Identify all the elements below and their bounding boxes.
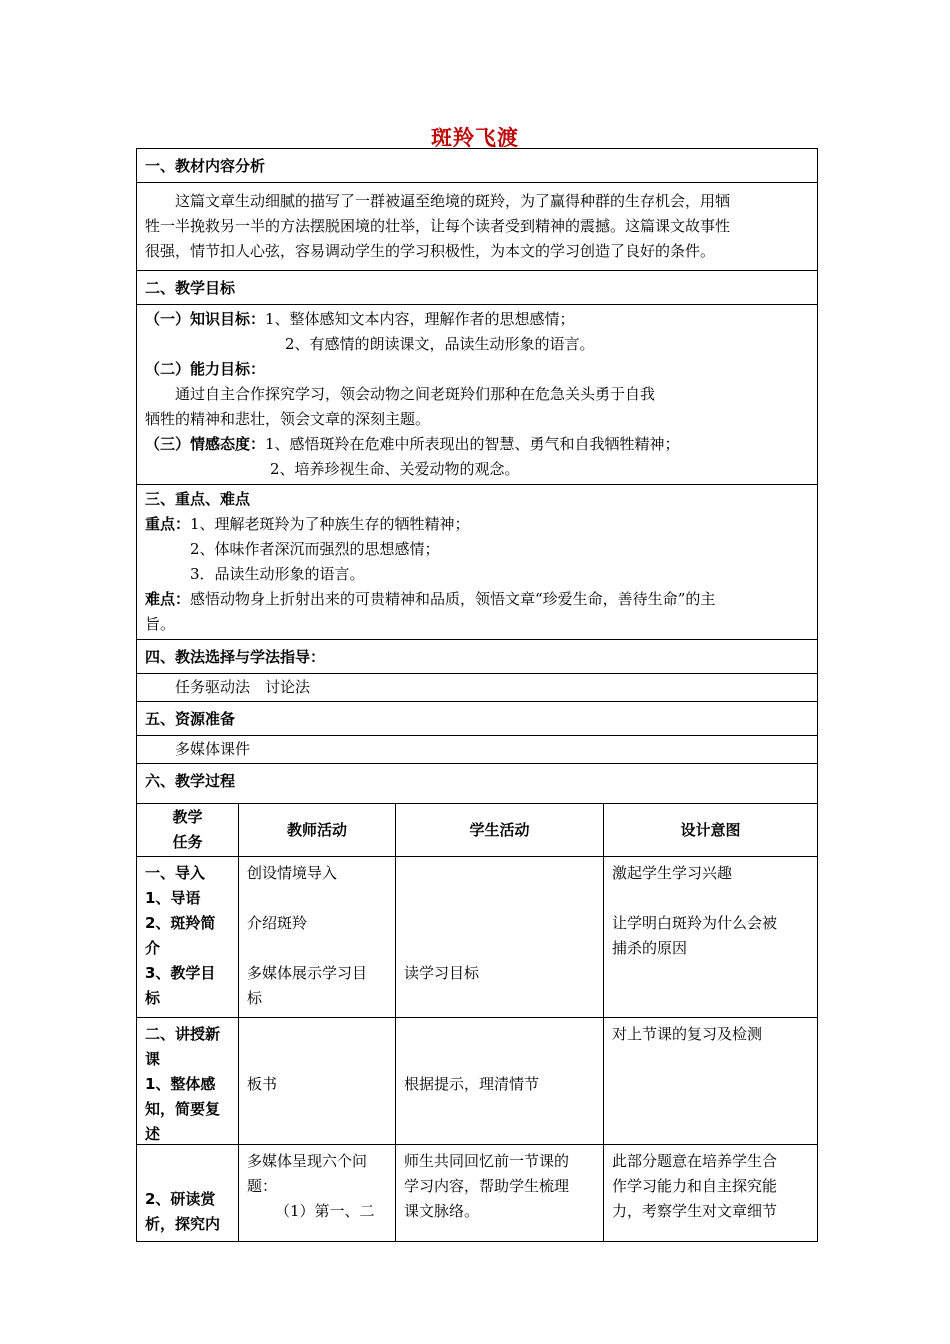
key-point-2: 2、体味作者深沉而强烈的思想感情； — [190, 540, 440, 558]
difficulty-2: 旨。 — [145, 615, 176, 633]
student-cell: 读学习目标 — [396, 857, 604, 1017]
task-cell: 二、讲授新 课 1、整体感 知，简要复 述 — [137, 1018, 239, 1144]
intent-cell: 对上节课的复习及检测 — [612, 1025, 763, 1043]
difficulty-label: 难点： — [145, 590, 191, 608]
column-header-intent: 设计意图 — [680, 821, 741, 839]
column-header-task: 教学 任务 — [137, 804, 239, 856]
process-row-intro — [137, 856, 817, 1017]
column-header-student: 学生活动 — [396, 804, 604, 856]
section-2-heading: 二、教学目标 — [137, 270, 817, 304]
knowledge-goal-1: 1、整体感知文本内容，理解作者的思想感情； — [265, 310, 575, 328]
text-line: 很强，情节扣人心弦，容易调动学生的学习积极性，为本文的学习创造了良好的条件。 — [145, 242, 716, 260]
emotion-label: （三）情感态度： — [145, 435, 266, 453]
teacher-cell: 创设情境导入 介绍斑羚 多媒体展示学习目 标 — [239, 857, 396, 1017]
section-2-body — [137, 304, 817, 484]
section-5-body: 多媒体课件 — [137, 735, 817, 763]
key-point-1: 1、理解老斑羚为了种族生存的牺牲精神； — [190, 515, 470, 533]
process-header-row — [137, 803, 817, 856]
knowledge-goal-2: 2、有感情的朗读课文，品读生动形象的语言。 — [285, 335, 595, 353]
section-1-heading: 一、教材内容分析 — [137, 148, 817, 182]
emotion-goal-1: 1、感悟斑羚在危难中所表现出的智慧、勇气和自我牺牲精神； — [265, 435, 680, 453]
section-3-heading: 三、重点、难点 — [145, 490, 251, 508]
column-header-teacher: 教师活动 — [239, 804, 396, 856]
section-3 — [137, 484, 817, 639]
key-label: 重点： — [145, 515, 191, 533]
intent-cell: 激起学生学习兴趣 让学明白斑羚为什么会被 捕杀的原因 — [612, 864, 778, 957]
teacher-cell: 板书 — [239, 1018, 396, 1144]
task-cell: 2、研读赏 析，探究内 — [137, 1145, 239, 1241]
intent-cell: 此部分题意在培养学生合 作学习能力和自主探究能 力，考察学生对文章细节 — [612, 1152, 778, 1220]
section-5-heading: 五、资源准备 — [137, 701, 817, 735]
ability-goal-1: 通过自主合作探究学习，领会动物之间老斑羚们那种在危急关头勇于自我 — [175, 385, 656, 403]
section-6-heading: 六、教学过程 — [137, 763, 817, 803]
text-line: 这篇文章生动细腻的描写了一群被逼至绝境的斑羚，为了赢得种群的生存机会，用牺 — [175, 192, 731, 210]
teacher-cell: 多媒体呈现六个问 题： （1）第一、二 — [239, 1145, 396, 1241]
emotion-goal-2: 2、培养珍视生命、关爱动物的观念。 — [270, 460, 520, 478]
task-cell: 一、导入 1、导语 2、斑羚简 介 3、教学目 标 — [137, 857, 239, 1017]
knowledge-label: （一）知识目标： — [145, 310, 266, 328]
section-4-heading: 四、教法选择与学法指导： — [137, 639, 817, 673]
difficulty-1: 感悟动物身上折射出来的可贵精神和品质，领悟文章“珍爱生命，善待生命”的主 — [190, 590, 716, 608]
key-point-3: 3．品读生动形象的语言。 — [190, 565, 365, 583]
student-cell: 根据提示，理清情节 — [396, 1018, 604, 1144]
process-row-new-lesson — [137, 1017, 817, 1144]
section-4-body: 任务驱动法 讨论法 — [137, 673, 817, 701]
student-cell: 师生共同回忆前一节课的 学习内容，帮助学生梳理 课文脉络。 — [396, 1145, 604, 1241]
ability-goal-2: 牺牲的精神和悲壮，领会文章的深刻主题。 — [145, 410, 431, 428]
text-line: 牲一半挽救另一半的方法摆脱困境的壮举，让每个读者受到精神的震撼。这篇课文故事性 — [145, 217, 731, 235]
process-row-analysis — [137, 1144, 817, 1241]
ability-label: （二）能力目标： — [145, 360, 266, 378]
section-1-body — [137, 182, 817, 270]
document-title: 斑羚飞渡 — [431, 126, 519, 150]
lesson-plan-table — [136, 148, 818, 1242]
